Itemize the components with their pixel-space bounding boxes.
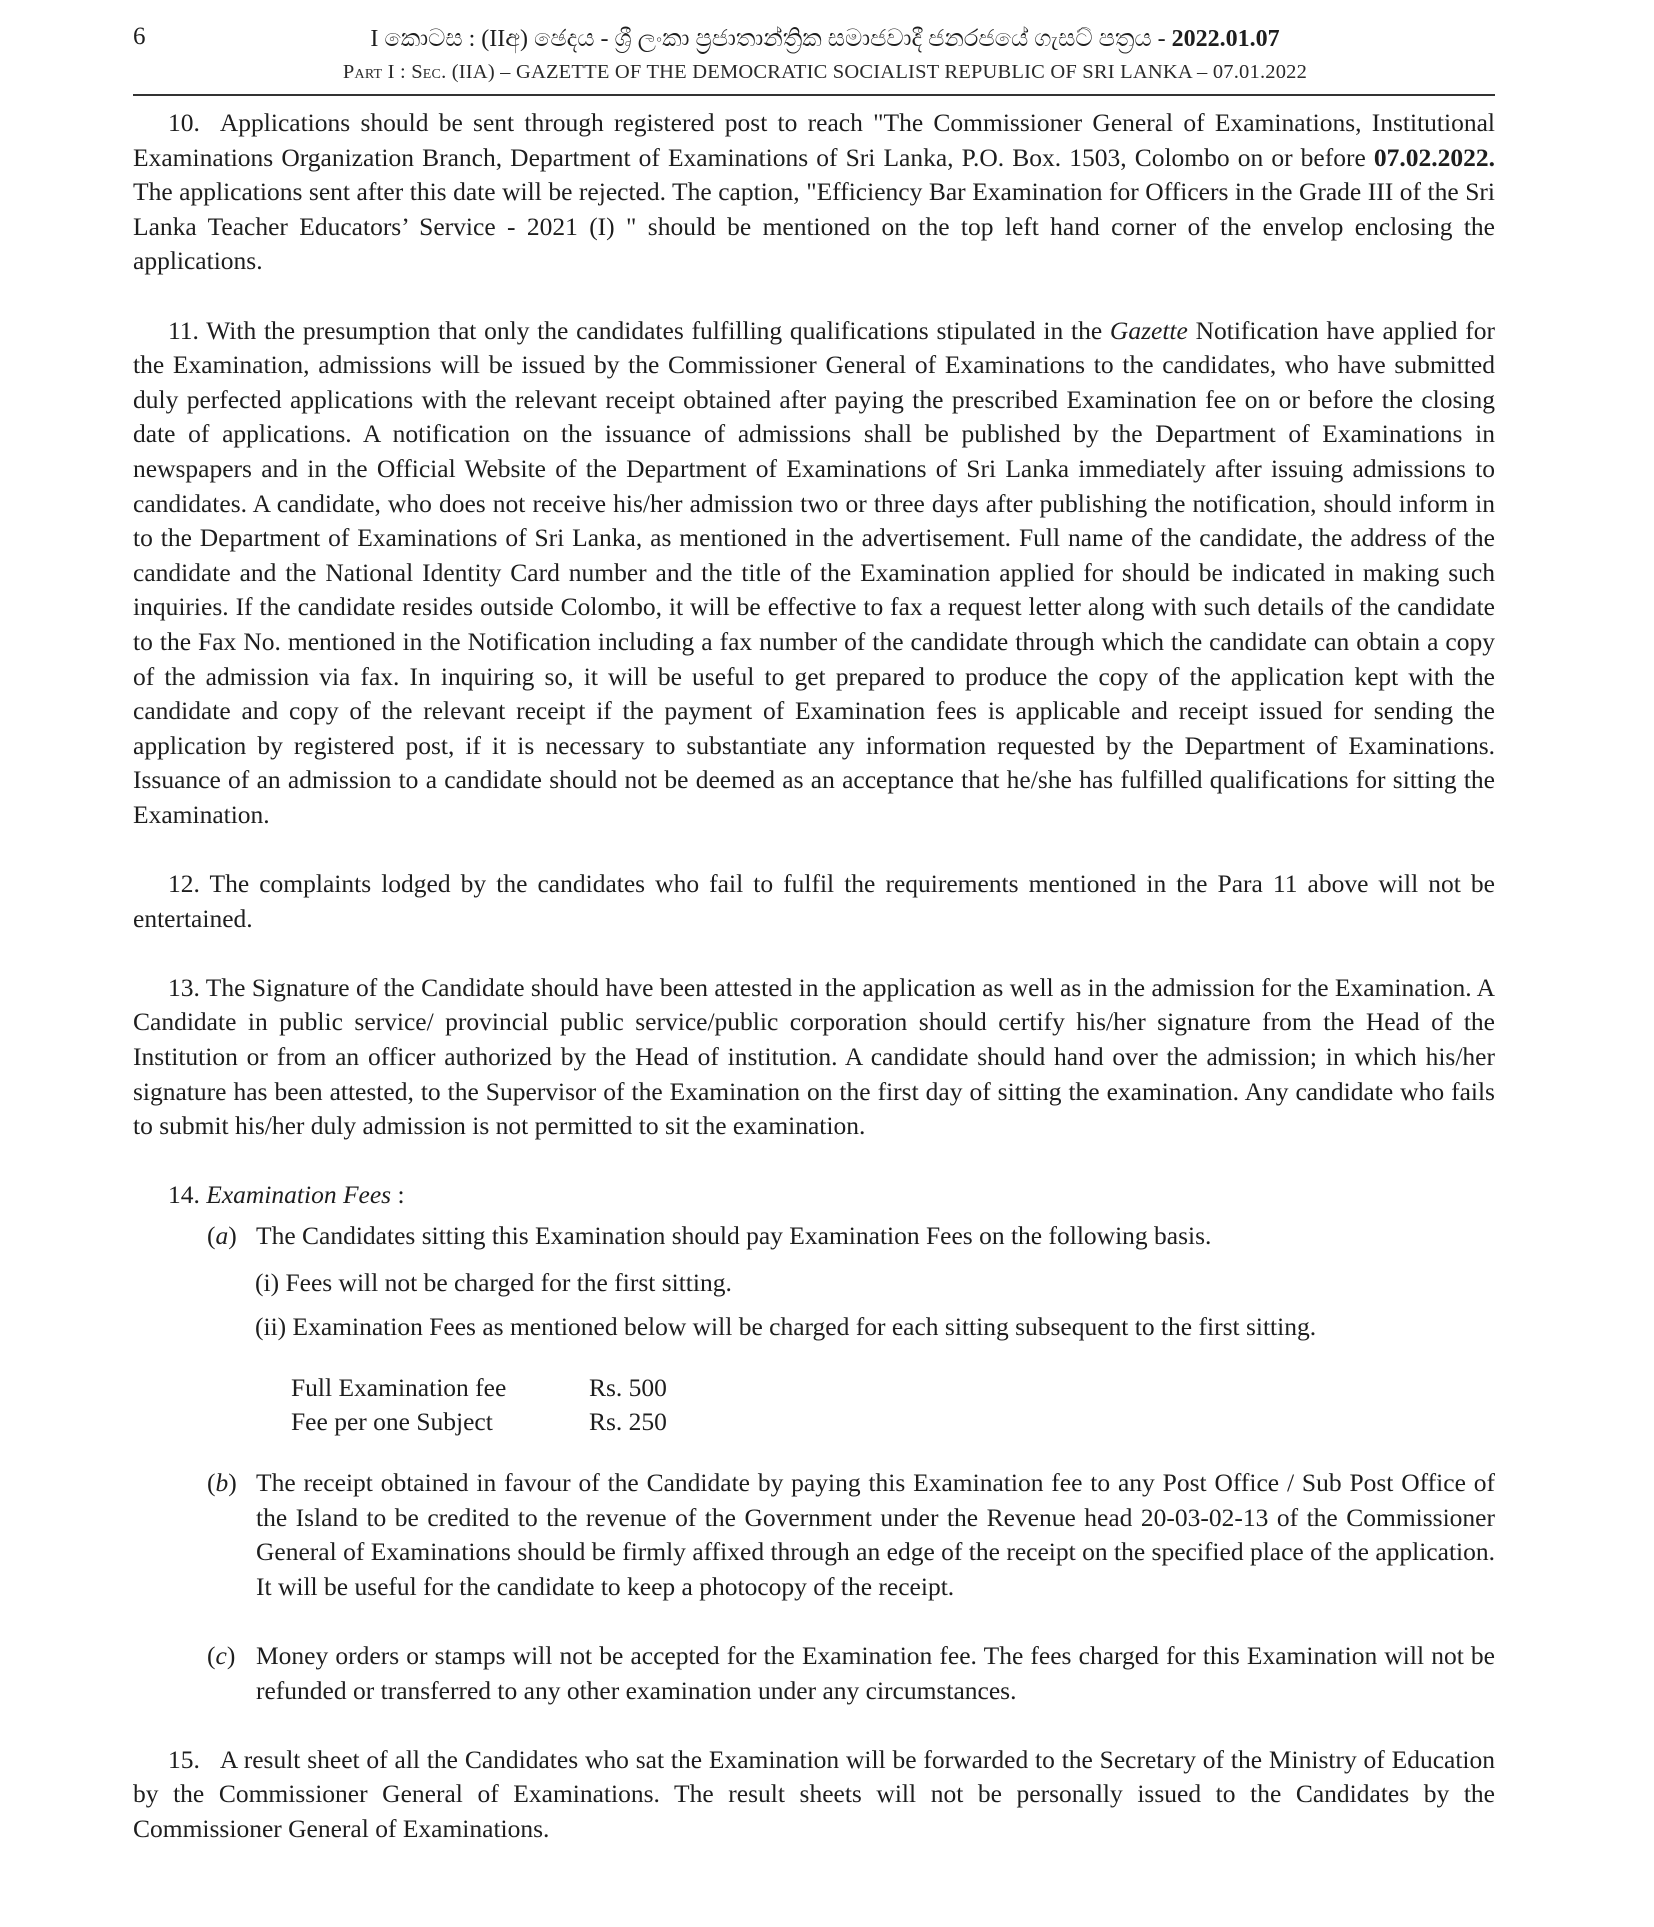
paragraph-text: A result sheet of all the Candidates who sat the Examination will be forwarded to the Secretary of the Ministry of Education by the Commissioner General of Examinations. The result sheets will not be personally issued to the Candidates by the Commissioner General of Examinations. bbox=[133, 1744, 1495, 1843]
header-english-title: (IIA) – GAZETTE OF THE DEMOCRATIC SOCIALIST REPUBLIC OF SRI LANKA – 07.01.2022 bbox=[446, 61, 1308, 83]
paragraph-11 bbox=[133, 314, 1495, 833]
paragraph-text: With the presumption that only the candidates fulfilling qualifications stipulated in the bbox=[198, 315, 1110, 345]
paragraph-text: Notification have applied for the Examination, admissions will be issued by the Commissioner General of Examinations to the candidates, who have submitted duly perfected applications with the relevant receipt obtained after paying the prescribed Examination fee on or before the closing date of applications. A notification on the issuance of admissions shall be published by the Department of Examinations in newspapers and in the Official Website of the Department of Examinations of Sri Lanka immediately after issuing admissions to candidates. A candidate, who does not receive his/her admission two or three days after publishing the notification, should inform in to the Department of Examinations of Sri Lanka, as mentioned in the advertisement. Full name of the candidate, the address of the candidate and the National Identity Card number and the title of the Examination applied for should be indicated in making such inquiries. If the candidate resides outside Colombo, it will be effective to fax a request letter along with such details of the candidate to the Fax No. mentioned in the Notification including a fax number of the candidate through which the candidate can obtain a copy of the admission via fax. In inquiring so, it will be useful to get prepared to produce the copy of the application kept with the candidate and copy of the relevant receipt if the payment of Examination fees is applicable and receipt issued for sending the application by registered post, if it is necessary to substantiate any information requested by the Department of Examinations. Issuance of an admission to a candidate should not be deemed as an acceptance that he/she has fulfilled qualifications for sitting the Examination. bbox=[133, 315, 1495, 829]
paragraph-number: 10. bbox=[168, 108, 200, 137]
section-heading bbox=[133, 1178, 1495, 1213]
subsection-label: (b) bbox=[207, 1467, 237, 1497]
subsection-b bbox=[133, 1466, 1495, 1604]
list-item-i: (i) Fees will not be charged for the first sitting. bbox=[255, 1267, 732, 1297]
fee-row bbox=[291, 1371, 1495, 1406]
subsection-text: The receipt obtained in favour of the Candidate by paying this Examination fee to any Post Office / Sub Post Office of the Island to be credited to the revenue of the Government under the Revenue head 20-03-02-13 of the Commissioner General of Examinations should be firmly affixed through an edge of the receipt on the specified place of the application. It will be useful for the candidate to keep a photocopy of the receipt. bbox=[256, 1467, 1495, 1601]
fee-label: Full Examination fee bbox=[291, 1372, 507, 1402]
closing-date: 07.02.2022. bbox=[1373, 142, 1495, 172]
header-sec-label: Sec. bbox=[411, 61, 447, 83]
paragraph-number: 11. bbox=[168, 315, 199, 345]
fee-amount: Rs. 500 bbox=[589, 1372, 667, 1402]
header-part-number: I : bbox=[382, 61, 412, 83]
subsection-text: Money orders or stamps will not be accepted for the Examination fee. The fees charged for this Examination will not be refunded or transferred to any other examination under any circumstances. bbox=[256, 1640, 1495, 1705]
paragraph-text: The applications sent after this date will be rejected. The caption, "Efficiency Bar Examination for Officers in the Grade III of the Sri Lanka Teacher Educators’ Service - 2021 (I) " should be mentioned on the top left hand corner of the envelop enclosing the applications. bbox=[133, 177, 1495, 276]
document-body bbox=[133, 106, 1495, 1881]
subsection-text: The Candidates sitting this Examination should pay Examination Fees on the following basis. bbox=[256, 1221, 1212, 1250]
paragraph-13: 13. The Signature of the Candidate should have been attested in the application as well as in the admission for the Examination. A Candidate in public service/ provincial public service/public corporation should certify his/her signature from the Head of the Institution or from an officer authorized by the Head of institution. A candidate should hand over the admission; in which his/her signature has been attested, to the Supervisor of the Examination on the first day of sitting the examination. Any candidate who fails to submit his/her duly admission is not permitted to sit the examination. bbox=[133, 972, 1495, 1141]
header-divider bbox=[133, 94, 1495, 96]
header-part-label: Part bbox=[342, 61, 383, 83]
subsection-a bbox=[133, 1219, 1495, 1254]
page-number: 6 bbox=[133, 23, 146, 50]
fee-amount: Rs. 250 bbox=[589, 1407, 667, 1437]
paragraph-text: Applications should be sent through registered post to reach "The Commissioner General of Examinations, Institutional Examinations Organization Branch, Department of Examinations of Sri Lanka, P.O. Box. 1503, Colombo on or before bbox=[133, 108, 1495, 172]
fee-label: Fee per one Subject bbox=[291, 1407, 493, 1437]
header-date: 2022.01.07 bbox=[1171, 26, 1280, 52]
section-colon: : bbox=[391, 1180, 405, 1210]
subsection-label: (a) bbox=[207, 1221, 237, 1250]
gazette-header-english bbox=[200, 58, 1450, 86]
fee-table bbox=[133, 1371, 1495, 1440]
gazette-header-sinhala bbox=[200, 24, 1450, 54]
paragraph-10 bbox=[133, 106, 1495, 279]
gazette-word: Gazette bbox=[1109, 315, 1188, 345]
paragraph-12: 12. The complaints lodged by the candidates who fail to fulfil the requirements mentioned in the Para 11 above will not be entertained. bbox=[133, 869, 1495, 933]
paragraph-15 bbox=[133, 1743, 1495, 1847]
paragraph-14 bbox=[133, 1178, 1495, 1708]
list-item-ii: (ii) Examination Fees as mentioned below will be charged for each sitting subsequent to the first sitting. bbox=[255, 1312, 1317, 1342]
paragraph-number: 14. bbox=[168, 1180, 200, 1210]
subsection-label: (c) bbox=[207, 1640, 236, 1670]
section-title: Examination Fees bbox=[206, 1180, 392, 1210]
subsection-c bbox=[133, 1639, 1495, 1708]
header-sinhala-title: I කොටස : (IIඅ) ඡෙදය - ශ්‍රී ලංකා ප්‍රජාතාන්ත්‍රික සමාජවාදී ජනරජයේ ගැසට් පත්‍රය - bbox=[370, 26, 1172, 52]
paragraph-number: 15. bbox=[168, 1744, 200, 1774]
fee-row bbox=[291, 1405, 1495, 1440]
